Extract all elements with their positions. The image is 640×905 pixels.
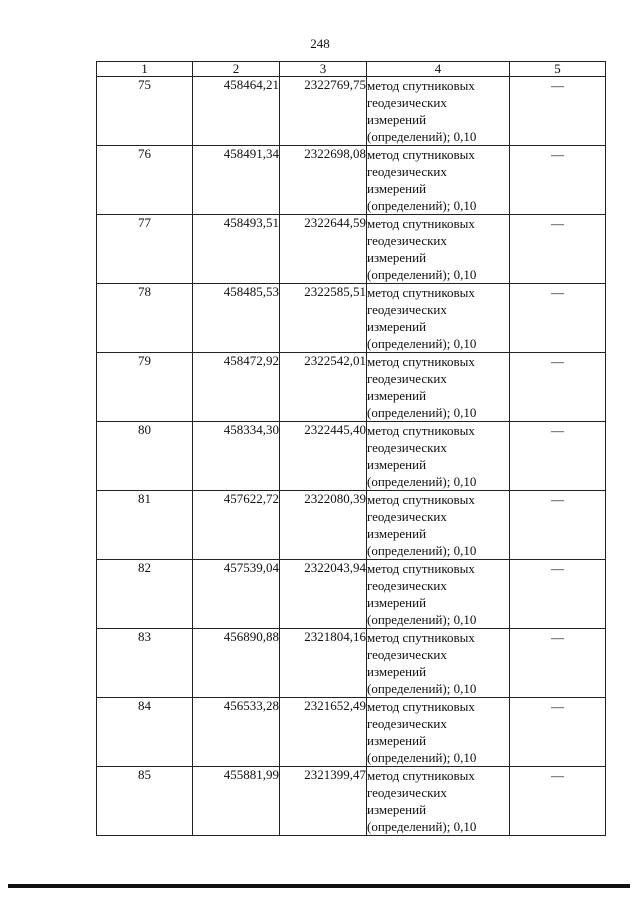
method-line-2: геодезических [367, 509, 447, 524]
coordinate-y: 2322542,01 [280, 353, 367, 422]
method-line-4: (определений); 0,10 [367, 543, 477, 558]
method-line-2: геодезических [367, 716, 447, 731]
method-cell [367, 422, 510, 491]
table-row [97, 560, 606, 629]
method-line-3: измерений [367, 112, 427, 127]
coordinate-y: 2321652,49 [280, 698, 367, 767]
method-cell [367, 77, 510, 146]
coordinate-y: 2322698,08 [280, 146, 367, 215]
note-cell: — [510, 422, 606, 491]
coordinate-x: 455881,99 [193, 767, 280, 836]
method-line-3: измерений [367, 526, 427, 541]
coordinate-x: 456890,88 [193, 629, 280, 698]
footer-rule [8, 884, 630, 888]
coordinate-y: 2322585,51 [280, 284, 367, 353]
column-header-3: 3 [280, 62, 367, 77]
point-number: 85 [97, 767, 193, 836]
method-line-1: метод спутниковых [367, 768, 475, 783]
method-line-3: измерений [367, 802, 427, 817]
method-line-1: метод спутниковых [367, 285, 475, 300]
column-header-2: 2 [193, 62, 280, 77]
method-line-4: (определений); 0,10 [367, 336, 477, 351]
column-header-4: 4 [367, 62, 510, 77]
table-row [97, 353, 606, 422]
point-number: 80 [97, 422, 193, 491]
table-row [97, 77, 606, 146]
table-row [97, 422, 606, 491]
coordinate-y: 2321804,16 [280, 629, 367, 698]
table-row [97, 215, 606, 284]
method-line-1: метод спутниковых [367, 423, 475, 438]
method-cell [367, 353, 510, 422]
method-line-4: (определений); 0,10 [367, 405, 477, 420]
method-line-4: (определений); 0,10 [367, 612, 477, 627]
method-line-1: метод спутниковых [367, 561, 475, 576]
method-line-2: геодезических [367, 302, 447, 317]
column-header-1: 1 [97, 62, 193, 77]
point-number: 78 [97, 284, 193, 353]
note-cell: — [510, 629, 606, 698]
coordinate-x: 458493,51 [193, 215, 280, 284]
note-cell: — [510, 353, 606, 422]
coordinate-y: 2322080,39 [280, 491, 367, 560]
method-cell [367, 284, 510, 353]
method-line-2: геодезических [367, 164, 447, 179]
method-line-4: (определений); 0,10 [367, 750, 477, 765]
point-number: 81 [97, 491, 193, 560]
method-line-4: (определений); 0,10 [367, 474, 477, 489]
coordinate-y: 2322043,94 [280, 560, 367, 629]
method-line-3: измерений [367, 595, 427, 610]
method-line-1: метод спутниковых [367, 216, 475, 231]
method-line-3: измерений [367, 388, 427, 403]
table-row [97, 698, 606, 767]
method-line-2: геодезических [367, 371, 447, 386]
note-cell: — [510, 560, 606, 629]
table-row [97, 491, 606, 560]
method-line-2: геодезических [367, 785, 447, 800]
note-cell: — [510, 491, 606, 560]
method-cell [367, 215, 510, 284]
method-line-2: геодезических [367, 578, 447, 593]
method-line-3: измерений [367, 457, 427, 472]
table-row [97, 146, 606, 215]
table-row [97, 767, 606, 836]
point-number: 82 [97, 560, 193, 629]
method-line-1: метод спутниковых [367, 147, 475, 162]
method-cell [367, 698, 510, 767]
point-number: 83 [97, 629, 193, 698]
method-cell [367, 767, 510, 836]
point-number: 77 [97, 215, 193, 284]
note-cell: — [510, 284, 606, 353]
coordinate-x: 456533,28 [193, 698, 280, 767]
point-number: 79 [97, 353, 193, 422]
point-number: 75 [97, 77, 193, 146]
table-row [97, 629, 606, 698]
method-line-1: метод спутниковых [367, 492, 475, 507]
method-line-1: метод спутниковых [367, 630, 475, 645]
method-line-1: метод спутниковых [367, 78, 475, 93]
coordinate-x: 458334,30 [193, 422, 280, 491]
coordinate-y: 2322445,40 [280, 422, 367, 491]
note-cell: — [510, 146, 606, 215]
coordinate-x: 458491,34 [193, 146, 280, 215]
coordinate-y: 2321399,47 [280, 767, 367, 836]
method-line-3: измерений [367, 319, 427, 334]
method-line-2: геодезических [367, 95, 447, 110]
coordinates-table [96, 61, 606, 836]
table-row [97, 284, 606, 353]
method-cell [367, 146, 510, 215]
method-line-4: (определений); 0,10 [367, 681, 477, 696]
point-number: 84 [97, 698, 193, 767]
coordinate-x: 458485,53 [193, 284, 280, 353]
method-line-4: (определений); 0,10 [367, 198, 477, 213]
method-cell [367, 629, 510, 698]
column-header-5: 5 [510, 62, 606, 77]
method-line-3: измерений [367, 181, 427, 196]
method-line-2: геодезических [367, 647, 447, 662]
page-number: 248 [310, 36, 330, 51]
method-line-4: (определений); 0,10 [367, 267, 477, 282]
method-line-3: измерений [367, 733, 427, 748]
note-cell: — [510, 767, 606, 836]
coordinate-x: 457622,72 [193, 491, 280, 560]
coordinate-x: 458472,92 [193, 353, 280, 422]
table-body [97, 77, 606, 836]
table-header-row [97, 62, 606, 77]
method-line-2: геодезических [367, 233, 447, 248]
point-number: 76 [97, 146, 193, 215]
coordinate-x: 458464,21 [193, 77, 280, 146]
method-cell [367, 491, 510, 560]
method-line-3: измерений [367, 664, 427, 679]
method-cell [367, 560, 510, 629]
method-line-4: (определений); 0,10 [367, 129, 477, 144]
method-line-3: измерений [367, 250, 427, 265]
coordinate-y: 2322769,75 [280, 77, 367, 146]
coordinate-x: 457539,04 [193, 560, 280, 629]
method-line-1: метод спутниковых [367, 699, 475, 714]
coordinate-y: 2322644,59 [280, 215, 367, 284]
method-line-1: метод спутниковых [367, 354, 475, 369]
note-cell: — [510, 77, 606, 146]
method-line-4: (определений); 0,10 [367, 819, 477, 834]
method-line-2: геодезических [367, 440, 447, 455]
note-cell: — [510, 215, 606, 284]
note-cell: — [510, 698, 606, 767]
